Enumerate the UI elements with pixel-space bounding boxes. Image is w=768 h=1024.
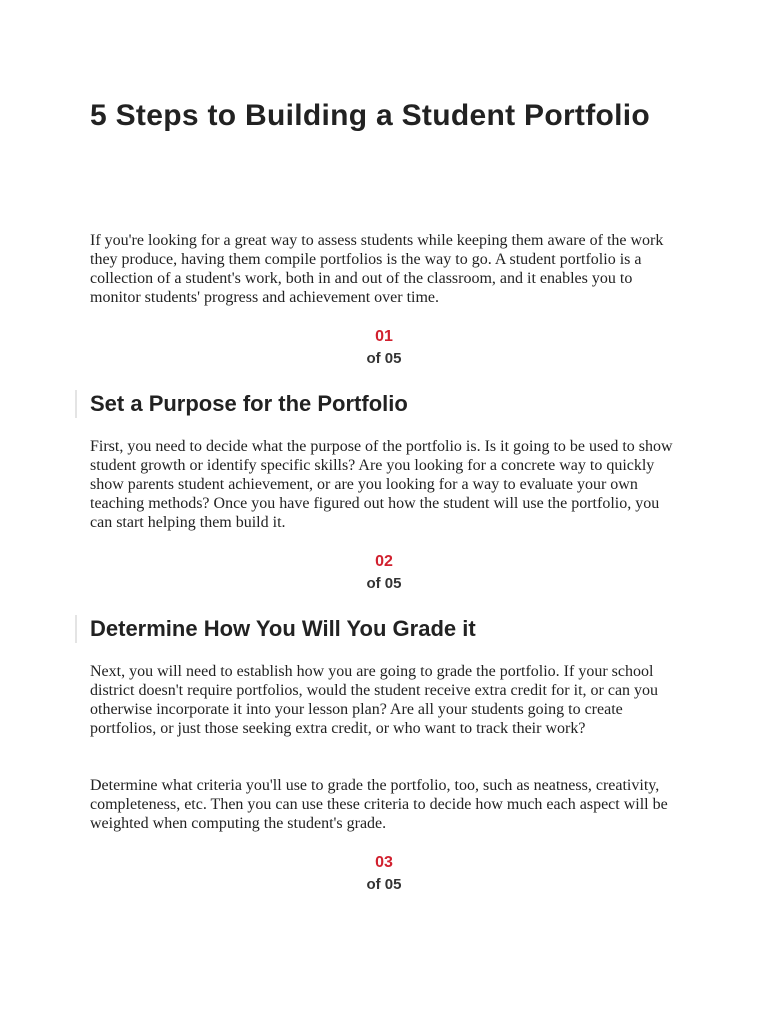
step-number: 01 <box>375 328 393 345</box>
heading-accent-bar <box>75 615 77 643</box>
step-paragraph: First, you need to decide what the purpose of the portfolio is. Is it going to be used to show student growth or identify specific skills? Are you looking for a concrete way to quickly show parents student achievement, or are you looking for a way to evaluate your own teaching methods? Once you have figured out how the student will use the portfolio, you can start helping them build it. <box>90 438 673 531</box>
article-title: 5 Steps to Building a Student Portfolio <box>90 99 651 132</box>
step-of-label: of 05 <box>366 876 402 893</box>
step-heading: Set a Purpose for the Portfolio <box>90 391 408 416</box>
step-of-label: of 05 <box>366 350 402 367</box>
step-number: 03 <box>375 854 393 871</box>
step-paragraph: Next, you will need to establish how you are going to grade the portfolio. If your school district doesn't require portfolios, would the student receive extra credit for it, or can you otherwise incorporate it into your lesson plan? Are all your students going to create portfolios, or just those seeking extra credit, or who want to track their work? <box>90 663 659 737</box>
step-heading: Determine How You Will You Grade it <box>90 616 476 641</box>
step-paragraph: Determine what criteria you'll use to grade the portfolio, too, such as neatness, creativity, completeness, etc. Then you can use these criteria to decide how much each aspect will be weighted when computing the student's grade. <box>90 777 668 832</box>
step-number: 02 <box>375 553 393 570</box>
step-of-label: of 05 <box>366 575 402 592</box>
heading-accent-bar <box>75 390 77 418</box>
intro-paragraph: If you're looking for a great way to assess students while keeping them aware of the work they produce, having them compile portfolios is the way to go. A student portfolio is a collection of a student's work, both in and out of the classroom, and it enables you to monitor students' progress and achievement over time. <box>90 232 664 306</box>
